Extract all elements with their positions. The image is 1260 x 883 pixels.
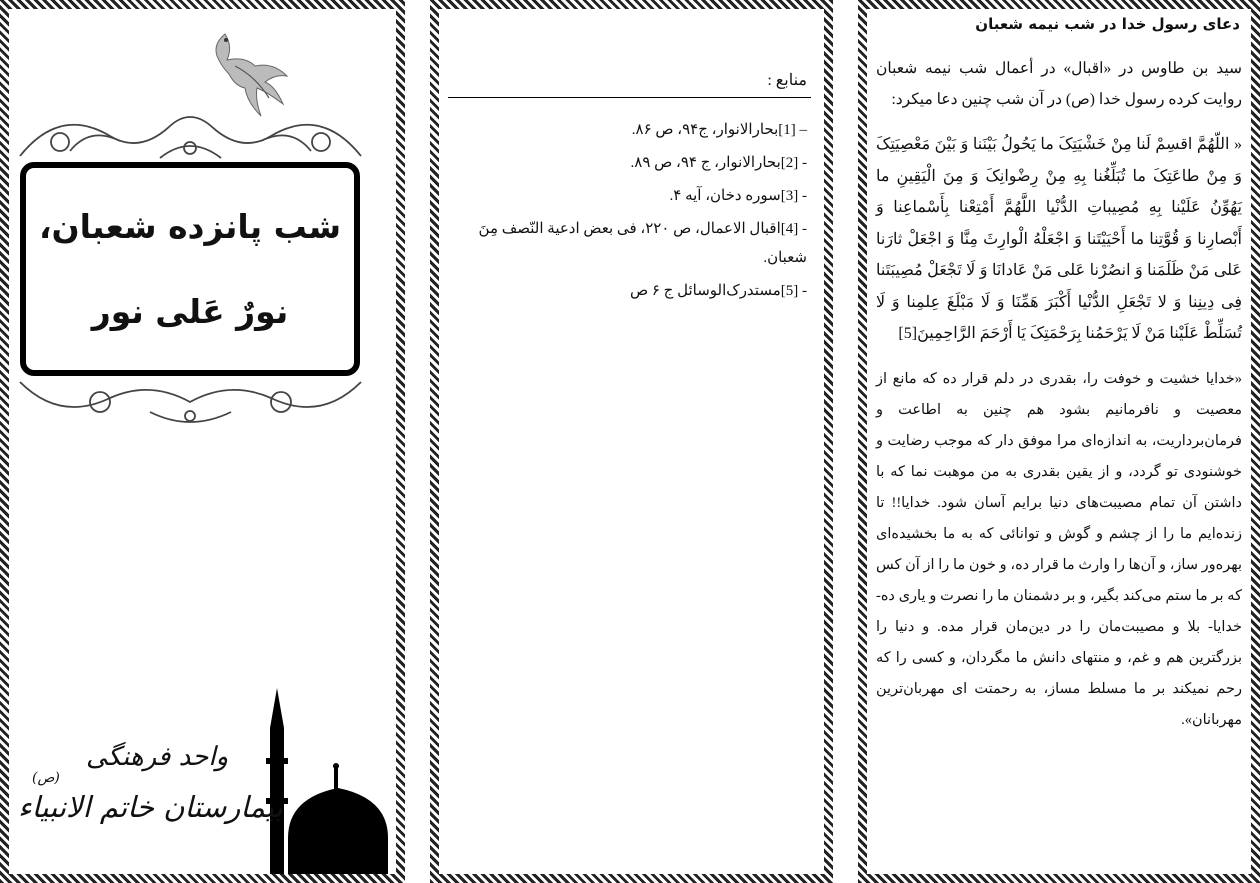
cover-title-line2: نورٌ عَلی نور (91, 292, 289, 331)
sources-divider (448, 97, 811, 98)
prayer-translation: «خدایا خشیت و خوفت را، بقدری در دلم قرار ده که مانع از معصیت و نافرمانیم بشود هم چنین به اطاعت و فرمان‌برداریت، به اندازه‌ای مرا موفق دار که موجب رضایت و خوشنودی تو گردد، و از یقین بقدری به من موهبت نما که با داشتن آن تمام مصیبت‌های دنیا برایم آسان شود. خدایا!! تا زنده‌ایم ما را از چشم و گوش و توانائی که به ما بخشیده‌ای بهره‌ور ساز، و آن‌ها را وارث ما قرار ده، و خون ما را از آن کس که بر ما ستم می‌کند بگیر، و بر دشمنان ما را نصرت و یاری ده- خدایا- بلا و مصیبت‌مان را در دین‌مان قرار مده. و دنیا را بزرگترین هم و غم، و منتهای دانش ما مگردان، و کسی را که رحم نمیکند بر ما مسلط مساز، به رحمتت ای مهربان‌ترین مهربانان». (876, 370, 1242, 728)
reference-item[interactable]: – [1]بحارالانوار، ج۹۴، ص ۸۶. (631, 122, 807, 138)
prayer-title: دعای رسول خدا در شب نیمه شعبان (975, 15, 1240, 33)
prayer-intro: سید بن طاوس در «اقبال» در أعمال شب نیمه شعبان روایت کرده رسول خدا (ص) در آن شب چنین دعا میکرد: (876, 60, 1242, 108)
reference-item[interactable]: - [5]مستدرک‌الوسائل ج ۶ ص (629, 283, 807, 299)
bottom-scroll-ornament-icon (0, 372, 381, 428)
reference-item[interactable]: - [2]بحارالانوار، ج ۹۴، ص ۸۹. (630, 155, 807, 171)
prayer-panel (858, 0, 1260, 883)
hospital-name-label: بیمارستان خاتم الانبیاء (18, 790, 283, 824)
cultural-unit-label: واحد فرهنگی (86, 742, 229, 772)
cover-title-line1: شب پانزده شعبان، (38, 207, 342, 246)
sources-heading: منابع : (767, 72, 807, 89)
hospital-suffix: (ص) (32, 770, 60, 786)
reference-item[interactable]: - [4]اقبال الاعمال، ص ۲۲۰، فی بعض ادعیة النّصف مِنَ شعبان. (478, 221, 807, 266)
prayer-arabic-text: « اللّهُمَّ اقسِمْ لَنا مِنْ خَشْیَتِکَ ما یَحُولُ بَیْنَنا وَ بَیْنَ مَعْصِیَتِکَ وَ مِنْ طاعَتِکَ ما تُبَلِّغُنا بِهِ مِنْ رِضْوانِکَ وَ مِنَ الْیَقِینِ ما یَهُوِّنُ عَلَیْنا بِهِ مُصِیباتِ الدُّنْیا اللَّهُمَّ أَمْتِعْنا بِأَسْماعِنا وَ أَبْصارِنا وَ قُوَّتِنا ما أَحْیَیْتَنا وَ اجْعَلْهُ الْوارِثَ مِنَّا وَ اجْعَلْ ثارَنا عَلی مَنْ ظَلَمَنا وَ انصُرْنا عَلی مَنْ عَادانَا وَ لَا تَجْعَلْ مُصِیبَتَنا فِی دِینِنا وَ لا تَجْعَلِ الدُّنْیا أَکْبَرَ هَمِّنَا وَ لَا مَبْلَغَ عِلمِنا وَ لَا تُسَلِّطْ عَلَیْنا مَنْ لَا یَرْحَمُنا بِرَحْمَتِکَ یَا أَرْحَمَ الرَّاحِمِینَ[5] (876, 136, 1242, 342)
reference-list (450, 116, 807, 310)
sources-content (442, 12, 821, 871)
sources-panel (430, 0, 833, 883)
cover-panel (0, 0, 405, 883)
top-scroll-ornament-icon (0, 96, 381, 166)
cover-title-box (20, 162, 360, 376)
prayer-content (870, 12, 1248, 871)
mosque-silhouette-icon (258, 688, 396, 874)
reference-item[interactable]: - [3]سوره دخان، آیه ۴. (669, 188, 807, 204)
